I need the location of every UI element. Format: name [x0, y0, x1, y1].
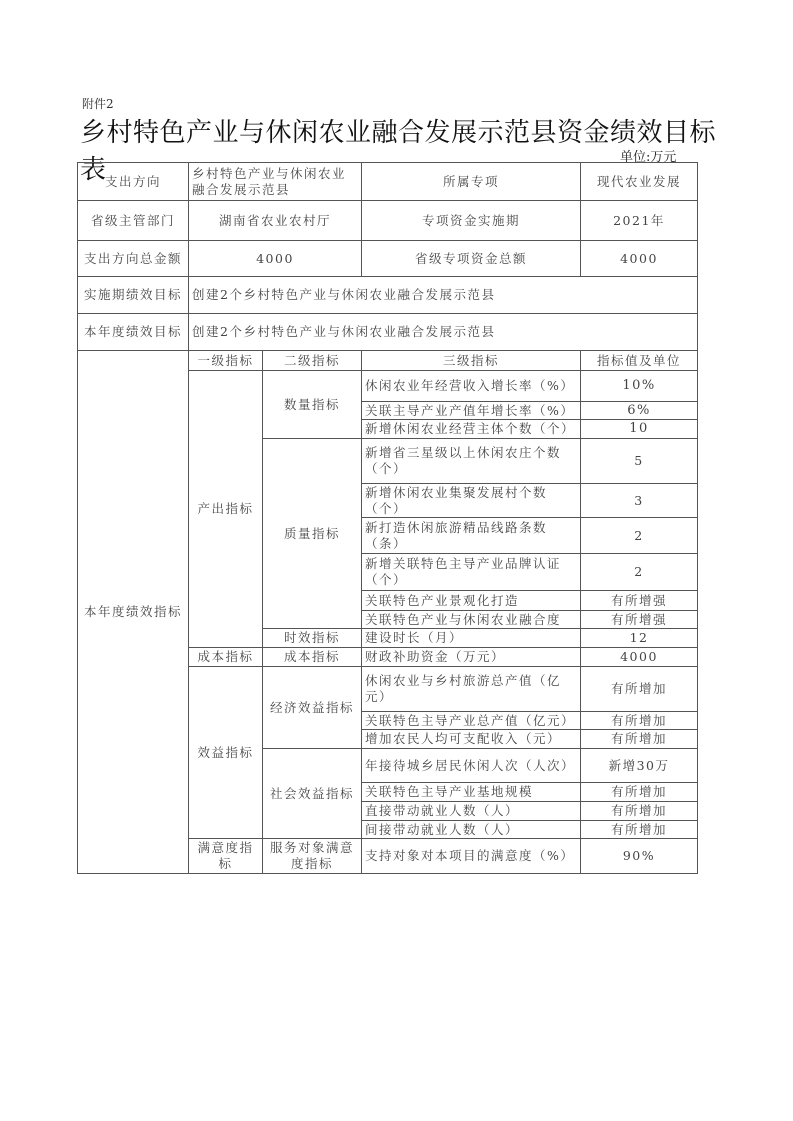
dept-label: 省级主管部门: [78, 201, 189, 241]
l3-name: 休闲农业年经营收入增长率（%）: [362, 371, 581, 402]
l3-name: 新增休闲农业集聚发展村个数（个）: [362, 484, 581, 518]
provincial-label: 省级专项资金总额: [362, 241, 581, 277]
l3-name: 关联特色主导产业基地规模: [362, 783, 581, 802]
l3-value: 新增30万: [581, 749, 698, 783]
special-value: 现代农业发展: [581, 163, 698, 201]
l3-value: 12: [581, 629, 698, 648]
total-value: 4000: [189, 241, 362, 277]
special-label: 所属专项: [362, 163, 581, 201]
l3-value: 有所增加: [581, 712, 698, 730]
l3-value: 有所增加: [581, 783, 698, 802]
l3-value: 6%: [581, 402, 698, 420]
l3-name: 财政补助资金（万元）: [362, 648, 581, 667]
table-row: [78, 201, 698, 241]
l3-name: 建设时长（月）: [362, 629, 581, 648]
table-row: [78, 241, 698, 277]
direction-value: 乡村特色产业与休闲农业融合发展示范县: [189, 163, 362, 201]
l1-cost: 成本指标: [189, 648, 263, 667]
l2-quantity: 数量指标: [263, 371, 362, 439]
l3-name: 休闲农业与乡村旅游总产值（亿元）: [362, 667, 581, 712]
l1-benefit: 效益指标: [189, 667, 263, 839]
l3-value: 有所增加: [581, 730, 698, 749]
l3-name: 直接带动就业人数（人）: [362, 802, 581, 821]
l3-value: 10%: [581, 371, 698, 402]
performance-table: [77, 162, 698, 874]
impl-goal-label: 实施期绩效目标: [78, 277, 189, 314]
year-goal-value: 创建2个乡村特色产业与休闲农业融合发展示范县: [189, 314, 698, 351]
period-value: 2021年: [581, 201, 698, 241]
l3-name: 新增休闲农业经营主体个数（个）: [362, 420, 581, 439]
col-l1-header: 一级指标: [189, 351, 263, 371]
l3-value: 有所增强: [581, 591, 698, 611]
l2-social: 社会效益指标: [263, 749, 362, 839]
total-label: 支出方向总金额: [78, 241, 189, 277]
l3-name: 关联特色产业与休闲农业融合度: [362, 611, 581, 629]
l2-satisfaction: 服务对象满意度指标: [263, 839, 362, 874]
l2-economic: 经济效益指标: [263, 667, 362, 749]
year-goal-label: 本年度绩效目标: [78, 314, 189, 351]
provincial-value: 4000: [581, 241, 698, 277]
l2-quality: 质量指标: [263, 439, 362, 629]
l3-value: 2: [581, 554, 698, 591]
l3-value: 3: [581, 484, 698, 518]
l3-name: 新打造休闲旅游精品线路条数（条）: [362, 518, 581, 554]
l3-name: 关联特色产业景观化打造: [362, 591, 581, 611]
l3-value: 有所增加: [581, 667, 698, 712]
col-value-header: 指标值及单位: [581, 351, 698, 371]
table-row: [78, 314, 698, 351]
l3-name: 关联主导产业产值年增长率（%）: [362, 402, 581, 420]
unit-label: 单位:万元: [620, 150, 677, 165]
l1-satisfaction: 满意度指标: [189, 839, 263, 874]
l3-value: 90%: [581, 839, 698, 874]
col-l2-header: 二级指标: [263, 351, 362, 371]
direction-label: 支出方向: [78, 163, 189, 201]
impl-goal-value: 创建2个乡村特色产业与休闲农业融合发展示范县: [189, 277, 698, 314]
table-row: [78, 277, 698, 314]
dept-value: 湖南省农业农村厅: [189, 201, 362, 241]
l1-output: 产出指标: [189, 371, 263, 648]
l3-value: 有所增加: [581, 802, 698, 821]
l3-name: 增加农民人均可支配收入（元）: [362, 730, 581, 749]
table-row: [78, 163, 698, 201]
l3-name: 支持对象对本项目的满意度（%）: [362, 839, 581, 874]
l3-value: 2: [581, 518, 698, 554]
period-label: 专项资金实施期: [362, 201, 581, 241]
l3-name: 新增关联特色主导产业品牌认证（个）: [362, 554, 581, 591]
attachment-label: 附件2: [82, 97, 114, 111]
l3-value: 10: [581, 420, 698, 439]
l2-timeliness: 时效指标: [263, 629, 362, 648]
l3-value: 有所增强: [581, 611, 698, 629]
section-label: 本年度绩效指标: [78, 351, 189, 874]
page-title: 乡村特色产业与休闲农业融合发展示范县资金绩效目标表: [80, 118, 717, 185]
l3-name: 年接待城乡居民休闲人次（人次）: [362, 749, 581, 783]
l3-name: 新增省三星级以上休闲农庄个数（个）: [362, 439, 581, 484]
l3-name: 关联特色主导产业总产值（亿元）: [362, 712, 581, 730]
l3-name: 间接带动就业人数（人）: [362, 821, 581, 839]
l2-cost: 成本指标: [263, 648, 362, 667]
l3-value: 4000: [581, 648, 698, 667]
l3-value: 5: [581, 439, 698, 484]
col-l3-header: 三级指标: [362, 351, 581, 371]
table-row: [78, 351, 698, 371]
l3-value: 有所增加: [581, 821, 698, 839]
